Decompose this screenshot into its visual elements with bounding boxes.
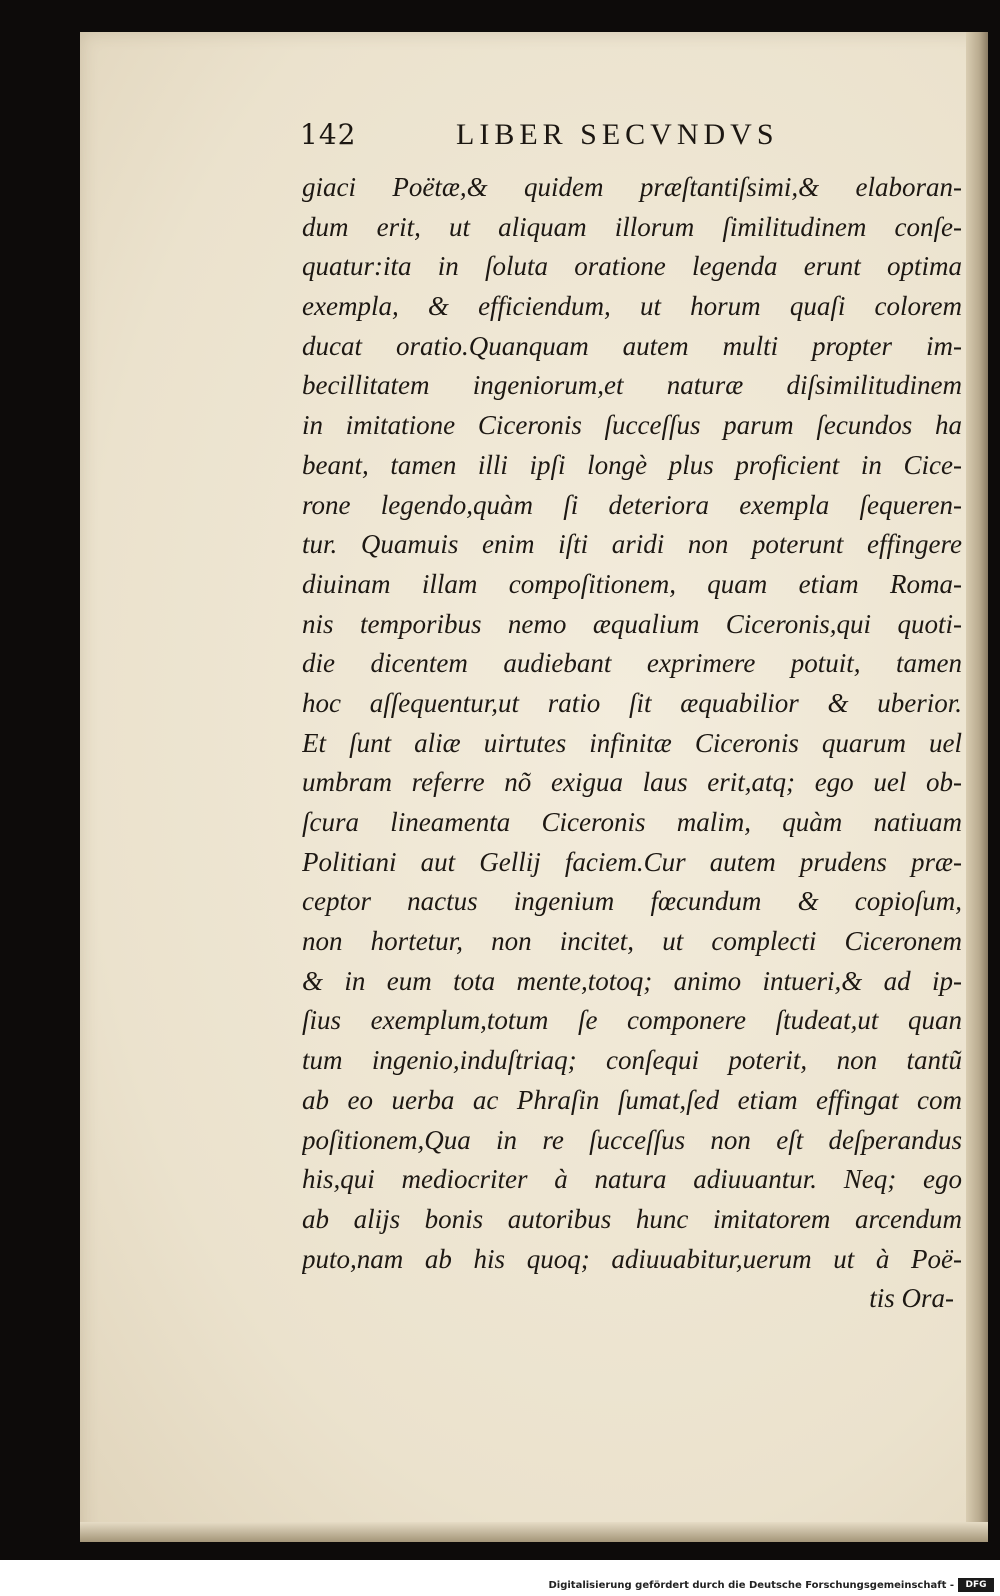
text-line: rone legendo,quàm ſi deteriora exempla ſequeren- (302, 489, 962, 520)
running-head: LIBER SECVNDVS (456, 118, 779, 151)
text-line: non hortetur, non incitet, ut complecti Ciceronem (302, 926, 962, 957)
page-number: 142 (300, 118, 357, 151)
text-line: & in eum tota mente,totoq; animo intueri,& ad ip- (302, 965, 962, 996)
page-header (300, 118, 820, 162)
catchword: tis Ora- (869, 1283, 954, 1314)
funding-credit: Digitalisierung gefördert durch die Deutsche Forschungsgemeinschaft - (548, 1580, 954, 1591)
text-line: quatur:ita in ſoluta oratione legenda erunt optima (302, 251, 962, 282)
text-line: ab alijs bonis autoribus hunc imitatorem arcendum (302, 1203, 962, 1234)
text-line: puto,nam ab his quoq; adiuuabitur,uerum ut à Poë- (302, 1243, 962, 1274)
text-line: ſcura lineamenta Ciceronis malim, quàm natiuam (302, 807, 962, 837)
text-line: in imitatione Ciceronis ſucceſſus parum ſecundos ha (302, 410, 962, 441)
text-line: exempla, & efficiendum, ut horum quaſi colorem (302, 291, 962, 322)
text-line: umbram referre nõ exigua laus erit,atq; ego uel ob- (302, 767, 962, 798)
page-edge-right (966, 32, 988, 1542)
text-line: beant, tamen illi ipſi longè plus proficient in Cice- (302, 449, 962, 480)
dfg-logo: DFG (958, 1578, 994, 1592)
text-line: nis temporibus nemo æqualium Ciceronis,qui quoti- (302, 608, 962, 639)
text-line: poſitionem,Qua in re ſucceſſus non eſt deſperandus (302, 1124, 962, 1155)
text-line: Et ſunt aliæ uirtutes infinitæ Ciceronis quarum uel (302, 727, 962, 758)
text-line: dum erit, ut aliquam illorum ſimilitudinem conſe- (302, 211, 962, 242)
text-line: Politiani aut Gellij faciem.Cur autem prudens præ- (302, 846, 962, 877)
text-line: ceptor nactus ingenium fœcundum & copioſum, (302, 886, 962, 917)
page-edge-bottom (80, 1522, 988, 1542)
text-line: tur. Quamuis enim iſti aridi non poterunt effingere (302, 529, 962, 560)
text-line: hoc aſſequentur,ut ratio ſit æquabilior & uberior. (302, 687, 962, 718)
text-line: tum ingenio,induſtriaq; conſequi poterit, non tantũ (302, 1045, 962, 1076)
text-line: die dicentem audiebant exprimere potuit, tamen (302, 648, 962, 679)
text-line: giaci Poëtæ,& quidem præſtantiſsimi,& elaboran- (302, 172, 962, 202)
text-line: ducat oratio.Quanquam autem multi propter im- (302, 330, 962, 361)
text-line: his,qui mediocriter à natura adiuuantur. Neq; ego (302, 1164, 962, 1195)
text-line: diuinam illam compoſitionem, quam etiam Roma- (302, 568, 962, 599)
text-line: ſius exemplum,totum ſe componere ſtudeat,ut quan (302, 1005, 962, 1036)
text-line: ab eo uerba ac Phraſin ſumat,ſed etiam effingat com (302, 1084, 962, 1115)
text-line: becillitatem ingeniorum,et naturæ diſsimilitudinem (302, 370, 962, 401)
body-text (302, 168, 962, 1319)
